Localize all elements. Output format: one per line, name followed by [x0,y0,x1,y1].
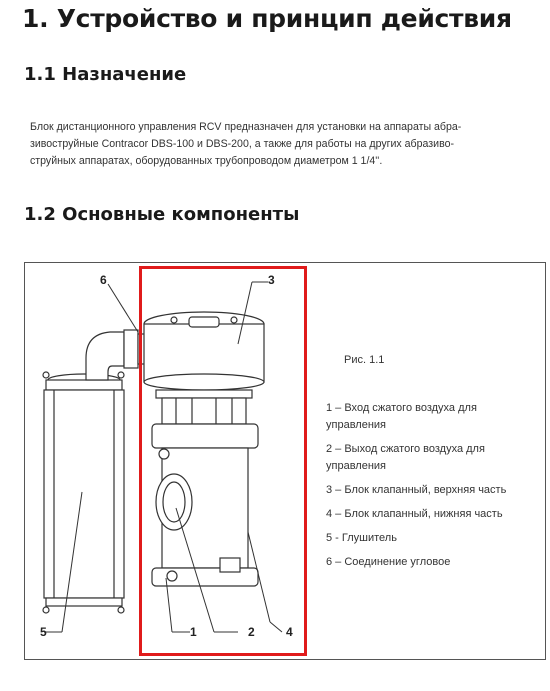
valve-block-highlight [139,266,307,656]
legend-item: 2 – Выход сжатого воздуха для управления [326,443,485,472]
figure-legend [326,400,526,578]
figure-caption: Рис. 1.1 [344,354,385,366]
paragraph-line: зивоструйные Contracor DBS-100 и DBS-200, а также для работы на других абразиво- [30,138,454,150]
section-title-purpose: 1.1 Назначение [24,64,187,85]
callout-2: 2 [248,625,255,639]
legend-item: 5 - Глушитель [326,532,397,544]
legend-item: 6 – Соединение угловое [326,556,451,568]
paragraph-line: Блок дистанционного управления RCV предназначен для установки на аппараты абра- [30,121,462,133]
callout-1: 1 [190,625,197,639]
callout-4: 4 [286,625,293,639]
callout-5: 5 [40,625,47,639]
section-title-components: 1.2 Основные компоненты [24,204,300,225]
callout-6: 6 [100,273,107,287]
legend-item: 3 – Блок клапанный, верхняя часть [326,484,507,496]
purpose-paragraph [30,119,542,170]
legend-item: 1 – Вход сжатого воздуха для управления [326,402,477,431]
page-heading: 1. Устройство и принцип действия [22,4,512,33]
muffler-drawing [43,372,124,613]
callout-3: 3 [268,273,275,287]
paragraph-line: струйных аппаратах, оборудованных трубопроводом диаметром 1 1/4''. [30,155,383,167]
legend-item: 4 – Блок клапанный, нижняя часть [326,508,503,520]
